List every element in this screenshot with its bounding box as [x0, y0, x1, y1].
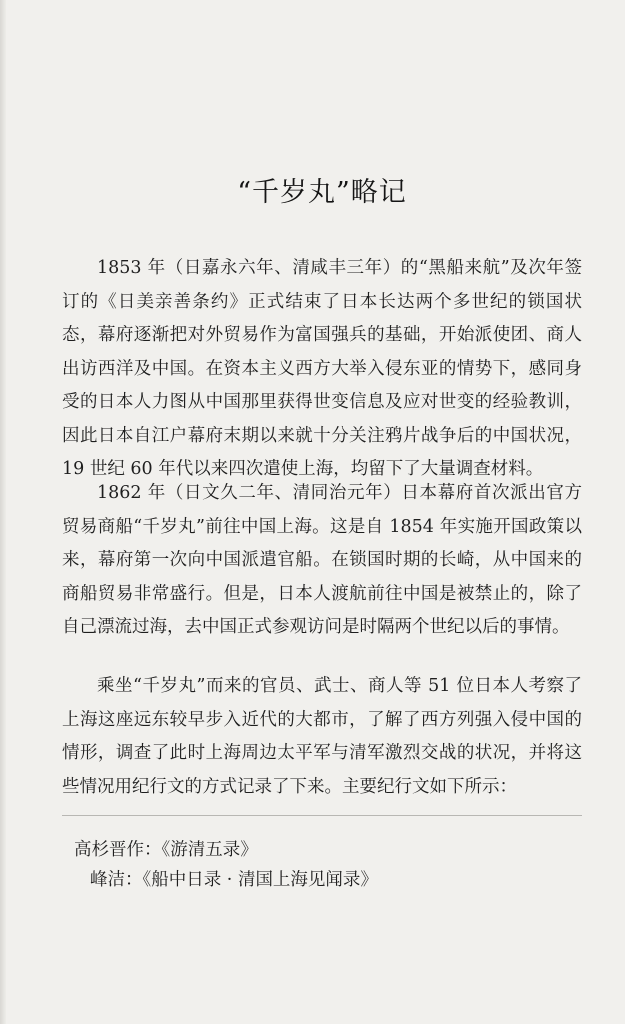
book-entry-takasugi: 高杉晋作：《游清五录》: [74, 840, 258, 860]
document-page: [62, 0, 582, 1024]
paragraph-2: 1862 年（日文久二年、清同治元年）日本幕府首次派出官方贸易商船“千岁丸”前往中国上海。这是自 1854 年实施开国政策以来，幕府第一次向中国派遣官船。在锁国时期的长崎，从中国来的商船贸易非常盛行。但是，日本人渡航前往中国是被禁止的，除了自己漂流过海，去中国正式参观访问是时隔两个世纪以后的事情。: [62, 483, 582, 637]
page-edge-shadow: [0, 0, 6, 1024]
page-title: “千岁丸”略记: [237, 177, 407, 208]
paragraph-3: 乘坐“千岁丸”而来的官员、武士、商人等 51 位日本人考察了上海这座远东较早步入近代的大都市，了解了西方列强入侵中国的情形，调查了此时上海周边太平军与清军激烈交战的状况，并将这些情况用纪行文的方式记录了下来。主要纪行文如下所示：: [62, 676, 582, 797]
paragraph-1: 1853 年（日嘉永六年、清咸丰三年）的“黑船来航”及次年签订的《日美亲善条约》正式结束了日本长达两个多世纪的锁国状态，幕府逐渐把对外贸易作为富国强兵的基础，开始派使团、商人出访西洋及中国。在资本主义西方大举入侵东亚的情势下，感同身受的日本人力图从中国那里获得世变信息及应对世变的经验教训，因此日本自江户幕府末期以来就十分关注鸦片战争后的中国状况，19 世纪 60 年代以来四次遣使上海，均留下了大量调查材料。: [62, 258, 582, 479]
section-divider: [62, 815, 582, 816]
book-entry-mine: 峰洁：《船中日录 · 清国上海见闻录》: [90, 870, 378, 890]
